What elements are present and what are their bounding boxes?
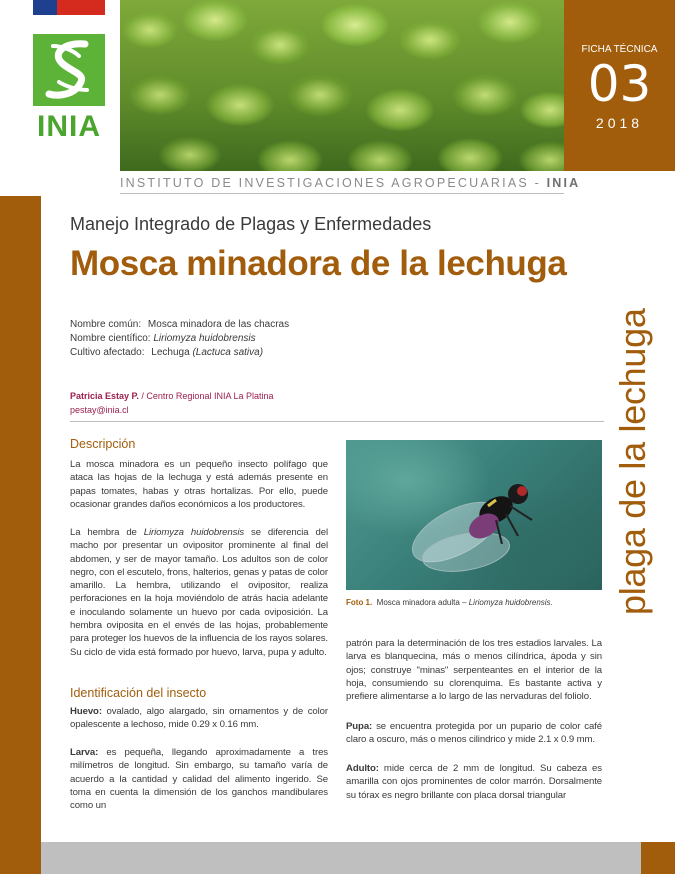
author-name: Patricia Estay P.: [70, 391, 139, 401]
names-block: [70, 318, 289, 360]
institute-divider: [120, 193, 564, 194]
crop-row: [70, 346, 289, 360]
leaf-s-icon: [33, 34, 105, 106]
author-center: / Centro Regional INIA La Platina: [141, 391, 274, 401]
adult-label: Adulto:: [346, 763, 379, 774]
inia-logo: [33, 34, 105, 144]
bottom-brown-corner: [641, 842, 675, 874]
flag-red: [57, 0, 105, 15]
pupa-text: se encuentra protegida por un pupario de color café claro a oscuro, más o menos cilindrico y mide 2.1 x 0.9 mm.: [346, 721, 602, 746]
flag-strip: [33, 0, 105, 15]
description-paragraph-1: La mosca minadora es un pequeño insecto polífago que ataca las hojas de la lechuga y está además presente en papas tomates, habas y otras hortalizas. Por ello, puede ocasionar grandes daños económicos a los productores.: [70, 459, 328, 510]
adult-text: mide cerca de 2 mm de longitud. Su cabeza es amarilla con ojos prominentes de color marrón. Dorsalmente su tórax es negro brillante con placa dorsal triangular: [346, 763, 602, 801]
scientific-name-row: [70, 332, 289, 346]
egg-paragraph: [70, 705, 328, 732]
p2-species: Liriomyza huidobrensis: [143, 527, 245, 538]
common-name-label: Nombre común:: [70, 319, 142, 330]
pupa-label: Pupa:: [346, 721, 373, 732]
inia-logo-mark: [33, 34, 105, 106]
ficha-tecnica-box: [564, 0, 675, 171]
larva-text: es pequeña, llegando aproximadamente a tres milímetros de longitud. Sin embargo, su tamaño varía de acuerdo a la cantidad y calidad del alimento ingerido. Se toma en cuenta la dimensión de los ganchos mandibulares como un: [70, 747, 328, 812]
ficha-year: 2018: [595, 115, 644, 131]
section-title-identification: Identificación del insecto: [70, 686, 207, 700]
common-name-row: [70, 318, 289, 332]
adult-paragraph: [346, 762, 602, 802]
caption-label: Foto 1.: [346, 598, 373, 607]
institute-acronym: INIA: [546, 176, 581, 190]
side-title: [612, 293, 653, 615]
page-subtitle: Manejo Integrado de Plagas y Enfermedades: [70, 214, 432, 234]
scientific-name-label: Nombre científico:: [70, 333, 151, 344]
fly-photo: [346, 440, 602, 590]
caption-text: Mosca minadora adulta –: [376, 598, 469, 607]
inia-logo-text: INIA: [37, 110, 101, 143]
page-title: Mosca minadora de la lechuga: [70, 244, 567, 283]
larva-paragraph: [70, 746, 328, 812]
p2-text-b: se diferencia del macho por presentar un ovipositor prominente al final del abdomen, y ser de mayor tamaño. Los adultos son de color negro, con el escutelo, frons, halterios, genas y patas de color amarillo. La hembra, utilizando el ovipositor, realiza perforaciones en la hoja moviéndolo de atrás hacia adelante e inoculando solamente un huevo por cada oviposición. La hembra oviposita en el envés de las hojas, probablemente para proteger los huevos de la influencia de los rayos solares. Su ciclo de vida está formado por huevo, larva, pupa y adulto.: [70, 527, 328, 658]
crop-value: Lechuga: [151, 347, 190, 358]
caption-latin: Liriomyza huidobrensis.: [468, 598, 553, 607]
larva-continued-paragraph: patrón para la determinación de los tres estadios larvales. La larva es blanquecina, más o menos cilíndrica, ápoda y sin ojos; construye "minas" serpenteantes en el interior de la hoja, consumiendo su clorenquima. Es bastante activa y prefiere alimentarse a lo largo de las nervaduras del foliolo.: [346, 638, 602, 703]
egg-text: ovalado, algo alargado, sin ornamentos y de color opalescente a lechoso, mide 0.29 x 0.16 mm.: [70, 706, 328, 731]
flag-blue: [33, 0, 57, 15]
pupa-paragraph: [346, 720, 602, 747]
side-title-text: plaga de la lechuga: [612, 308, 653, 615]
p2-text-a: La hembra de: [70, 527, 144, 538]
section-title-description: Descripción: [70, 437, 136, 451]
author-divider: [70, 421, 604, 422]
photo-caption: [346, 598, 553, 607]
institute-prefix: INSTITUTO DE INVESTIGACIONES AGROPECUARIAS -: [120, 176, 547, 190]
ficha-number: 03: [587, 55, 652, 113]
ficha-label: FICHA TÉCNICA: [581, 44, 658, 55]
left-brown-stripe: [0, 196, 41, 874]
bottom-grey-strip: [41, 842, 641, 874]
fly-icon: [346, 440, 602, 590]
crop-label: Cultivo afectado:: [70, 347, 145, 358]
institute-name: [120, 176, 581, 190]
lettuce-banner-photo: [120, 0, 564, 171]
author-block: [70, 389, 273, 417]
author-email[interactable]: pestay@inia.cl: [70, 405, 129, 415]
egg-label: Huevo:: [70, 706, 102, 717]
common-name-value: Mosca minadora de las chacras: [147, 319, 290, 330]
scientific-name-value: Liriomyza huidobrensis: [153, 333, 256, 344]
crop-latin: (Lactuca sativa): [192, 347, 264, 358]
larva-label: Larva:: [70, 747, 99, 758]
description-paragraph-2: [70, 526, 328, 659]
